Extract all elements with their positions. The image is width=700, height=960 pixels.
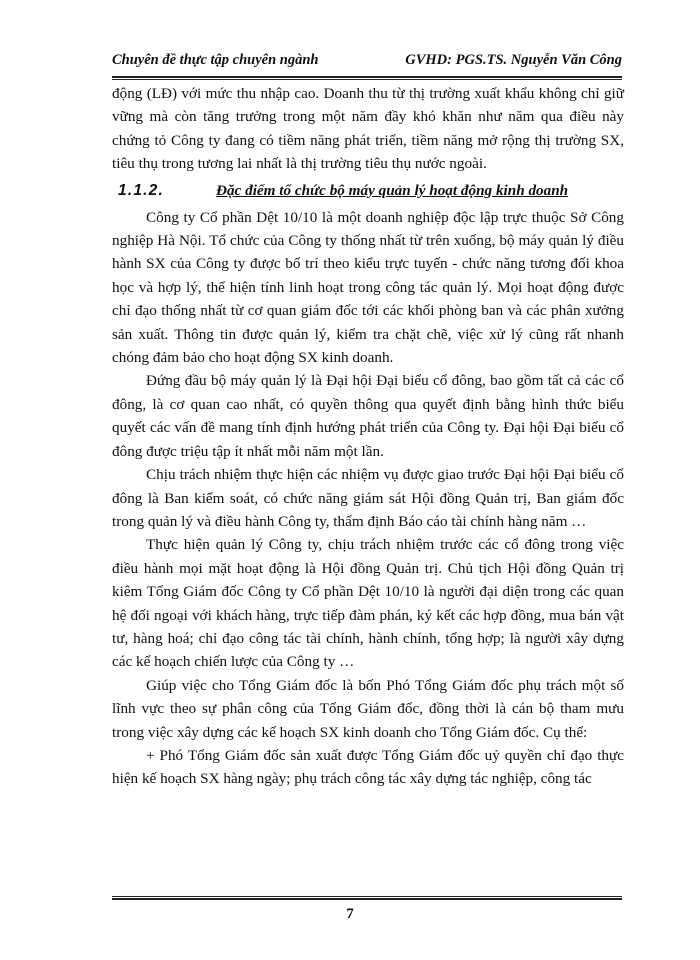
header-supervisor: GVHD: PGS.TS. Nguyễn Văn Công xyxy=(405,52,622,68)
paragraph: Giúp việc cho Tổng Giám đốc là bốn Phó Tổng Giám đốc phụ trách một số lĩnh vực theo sự phân công của Tổng Giám đốc, đồng thời là cán bộ tham mưu trong việc xây dựng các kế hoạch SX kinh doanh cho Tổng Giám đốc. Cụ thể: xyxy=(112,676,624,741)
paragraph: Đứng đầu bộ máy quản lý là Đại hội Đại biểu cổ đông, bao gồm tất cả các cổ đông, là cơ quan cao nhất, có quyền thông qua quyết định bằng hình thức biểu quyết các vấn đề mang tính định hướng phát triển của Công ty. Đại hội Đại biểu cổ đông được triệu tập ít nhất mỗi năm một lần. xyxy=(112,372,624,460)
paragraph: + Phó Tổng Giám đốc sản xuất được Tổng Giám đốc uỷ quyền chỉ đạo thực hiện kế hoạch SX hàng ngày; phụ trách công tác xây dựng tác nghiệp, công tác xyxy=(112,746,624,788)
header-document-title: Chuyên đề thực tập chuyên ngành xyxy=(112,52,319,68)
section-number: 1.1.2. xyxy=(118,181,164,199)
section-title: Đặc điểm tổ chức bộ máy quản lý hoạt động kinh doanh xyxy=(216,181,569,199)
paragraph: Thực hiện quản lý Công ty, chịu trách nhiệm trước các cổ đông trong việc điều hành mọi mặt hoạt động là Hội đồng Quản trị. Chủ tịch Hội đồng Quản trị kiêm Tổng Giám đốc Công ty Cổ phần Dệt 10/10 là người đại diện trong các quan hệ đối ngoại với khách hàng, trực tiếp đàm phán, ký kết các hợp đồng, mua bán vật tư, hàng hoá; chỉ đạo công tác tài chính, hành chính, tổng hợp; là người xây dựng các kế hoạch chiến lược của Công ty … xyxy=(112,536,624,671)
page-number: 7 xyxy=(346,906,354,922)
paragraph: Công ty Cổ phần Dệt 10/10 là một doanh nghiệp độc lập trực thuộc Sở Công nghiệp Hà Nội. Tổ chức của Công ty thống nhất từ trên xuống, bộ máy quản lý điều hành SX của Công ty được bố trí theo kiểu trực tuyến - chức năng tương đối khoa học và hợp lý, thể hiện tính linh hoạt trong công tác quản lý. Mọi hoạt động được chỉ đạo thống nhất từ cơ quan giám đốc tới các khối phòng ban và các phân xưởng sản xuất. Thông tin được quản lý, kiểm tra chặt chẽ, việc xử lý cũng rất nhanh chóng đảm bảo cho hoạt động SX kinh doanh. xyxy=(112,208,624,367)
footer-rule xyxy=(112,896,622,900)
section-heading xyxy=(112,179,624,203)
paragraph-continuation: động (LĐ) với mức thu nhập cao. Doanh thu từ thị trường xuất khẩu không chỉ giữ vững mà còn tăng trưởng trong một năm đầy khó khăn như năm qua điều này chứng tỏ Công ty đang có tiềm năng phát triển, tiềm năng mở rộng thị trường SX, tiêu thụ trong tương lai nhất là thị trường tiêu thụ nước ngoài. xyxy=(112,85,624,173)
page-body xyxy=(112,82,624,791)
header-rule xyxy=(112,76,622,80)
page-header xyxy=(112,52,622,74)
paragraph: Chịu trách nhiệm thực hiện các nhiệm vụ được giao trước Đại hội Đại biểu cổ đông là Ban kiểm soát, có chức năng giám sát Hội đồng Quản trị, Ban giám đốc trong quản lý và điều hành Công ty, thẩm định Báo cáo tài chính hàng năm … xyxy=(112,466,624,530)
